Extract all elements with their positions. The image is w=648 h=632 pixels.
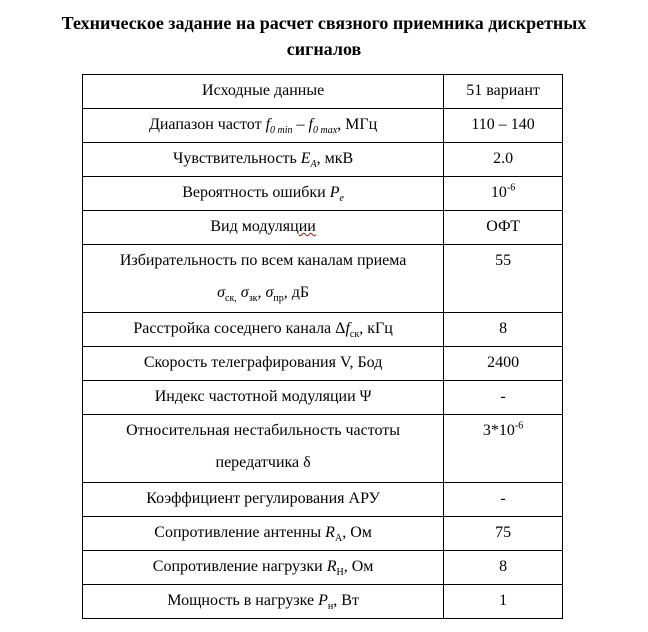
subscript: ск, <box>225 293 237 305</box>
row-label <box>83 211 444 245</box>
header-param-cell: Исходные данные <box>83 75 444 109</box>
subscript: 0 min <box>270 125 293 137</box>
spec-table <box>82 74 563 619</box>
row-value <box>444 415 563 483</box>
table-row <box>83 483 563 517</box>
row-value: 8 <box>444 551 563 585</box>
row-label <box>83 585 444 619</box>
label-text: Сопротивление нагрузки <box>152 558 327 575</box>
sigma-symbol: σ <box>240 284 249 301</box>
row-label <box>83 109 444 143</box>
spellcheck-underlined-text: ии <box>298 218 316 235</box>
document-title <box>0 10 648 62</box>
label-text: Вид модуляц <box>210 218 299 235</box>
label-text: Сопротивление антенны <box>154 524 326 541</box>
row-label <box>83 551 444 585</box>
row-value: 2400 <box>444 347 563 381</box>
table-row <box>83 313 563 347</box>
row-label: Скорость телеграфирования V, Бод <box>83 347 444 381</box>
row-value: - <box>444 483 563 517</box>
subscript: e <box>339 193 344 205</box>
symbol: R <box>326 558 337 575</box>
subscript: ск <box>349 329 360 341</box>
table-header-row <box>83 75 563 109</box>
label-text: Мощность в нагрузке <box>167 592 319 609</box>
label-text: Диапазон частот <box>148 116 266 133</box>
row-label: Коэффициент регулирования АРУ <box>83 483 444 517</box>
label-text: Чувствительность <box>172 150 301 167</box>
subscript: н <box>327 601 334 613</box>
symbol: f <box>345 320 350 337</box>
row-label <box>83 415 444 483</box>
table-row <box>83 177 563 211</box>
symbol: E <box>300 150 311 167</box>
label-text: , мкВ <box>316 150 354 167</box>
row-label <box>83 143 444 177</box>
value-base: 3*10 <box>482 422 515 439</box>
title-line-1: Техническое задание на расчет связного приемника дискретных <box>61 13 587 33</box>
table-row <box>83 381 563 415</box>
value-base: 10 <box>490 184 507 201</box>
row-value: 2.0 <box>444 143 563 177</box>
table-row <box>83 245 563 313</box>
row-label: Индекс частотной модуляции Ψ <box>83 381 444 415</box>
sigma-symbol: σ <box>217 284 225 301</box>
label-line-2: передатчика δ <box>215 454 311 471</box>
subscript: пр <box>273 293 284 305</box>
row-value: 75 <box>444 517 563 551</box>
label-line-1: Избирательность по всем каналам приема <box>119 252 407 269</box>
label-text: , дБ <box>283 284 310 301</box>
row-label <box>83 245 444 313</box>
table-row <box>83 551 563 585</box>
subscript: 0 max <box>313 125 338 137</box>
label-text: , Ом <box>342 524 372 541</box>
label-line-1: Относительная нестабильность частоты <box>126 422 401 439</box>
label-text: , Вт <box>333 592 359 609</box>
header-value-cell: 51 вариант <box>444 75 563 109</box>
title-line-2: сигналов <box>286 39 362 59</box>
label-line-2: $\sigma_{ск,}$ $\sigma_{зк}$, $\sigma_{пр}$, дБ <box>217 284 310 305</box>
label-text: , кГц <box>359 320 393 337</box>
subscript: зк <box>248 293 258 305</box>
row-value: 110 – 140 <box>444 109 563 143</box>
row-value: ОФТ <box>444 211 563 245</box>
subscript: A <box>334 533 343 545</box>
row-label <box>83 517 444 551</box>
subscript: A <box>310 159 317 171</box>
row-value: 1 <box>444 585 563 619</box>
subscript: Н <box>336 567 344 579</box>
value-exponent: -6 <box>506 182 516 194</box>
symbol: f <box>265 116 271 133</box>
label-text: , МГц <box>337 116 378 133</box>
value-exponent: -6 <box>514 420 524 432</box>
label-text: Вероятность ошибки <box>182 184 330 201</box>
table-row <box>83 585 563 619</box>
symbol: f <box>308 116 313 133</box>
label-text: , Ом <box>343 558 374 575</box>
row-label <box>83 177 444 211</box>
table-row <box>83 211 563 245</box>
row-value <box>444 177 563 211</box>
row-value: 8 <box>444 313 563 347</box>
table-row <box>83 517 563 551</box>
symbol: R <box>325 524 335 541</box>
row-label <box>83 313 444 347</box>
row-value: 55 <box>444 245 563 313</box>
table-row <box>83 347 563 381</box>
label-text: – <box>292 116 309 133</box>
table-row <box>83 109 563 143</box>
row-value: - <box>444 381 563 415</box>
label-text: Расстройка соседнего канала Δ <box>133 320 346 337</box>
symbol: P <box>329 184 340 201</box>
table-row <box>83 415 563 483</box>
sigma-symbol: σ <box>265 284 274 301</box>
table-row <box>83 143 563 177</box>
symbol: P <box>318 592 328 609</box>
